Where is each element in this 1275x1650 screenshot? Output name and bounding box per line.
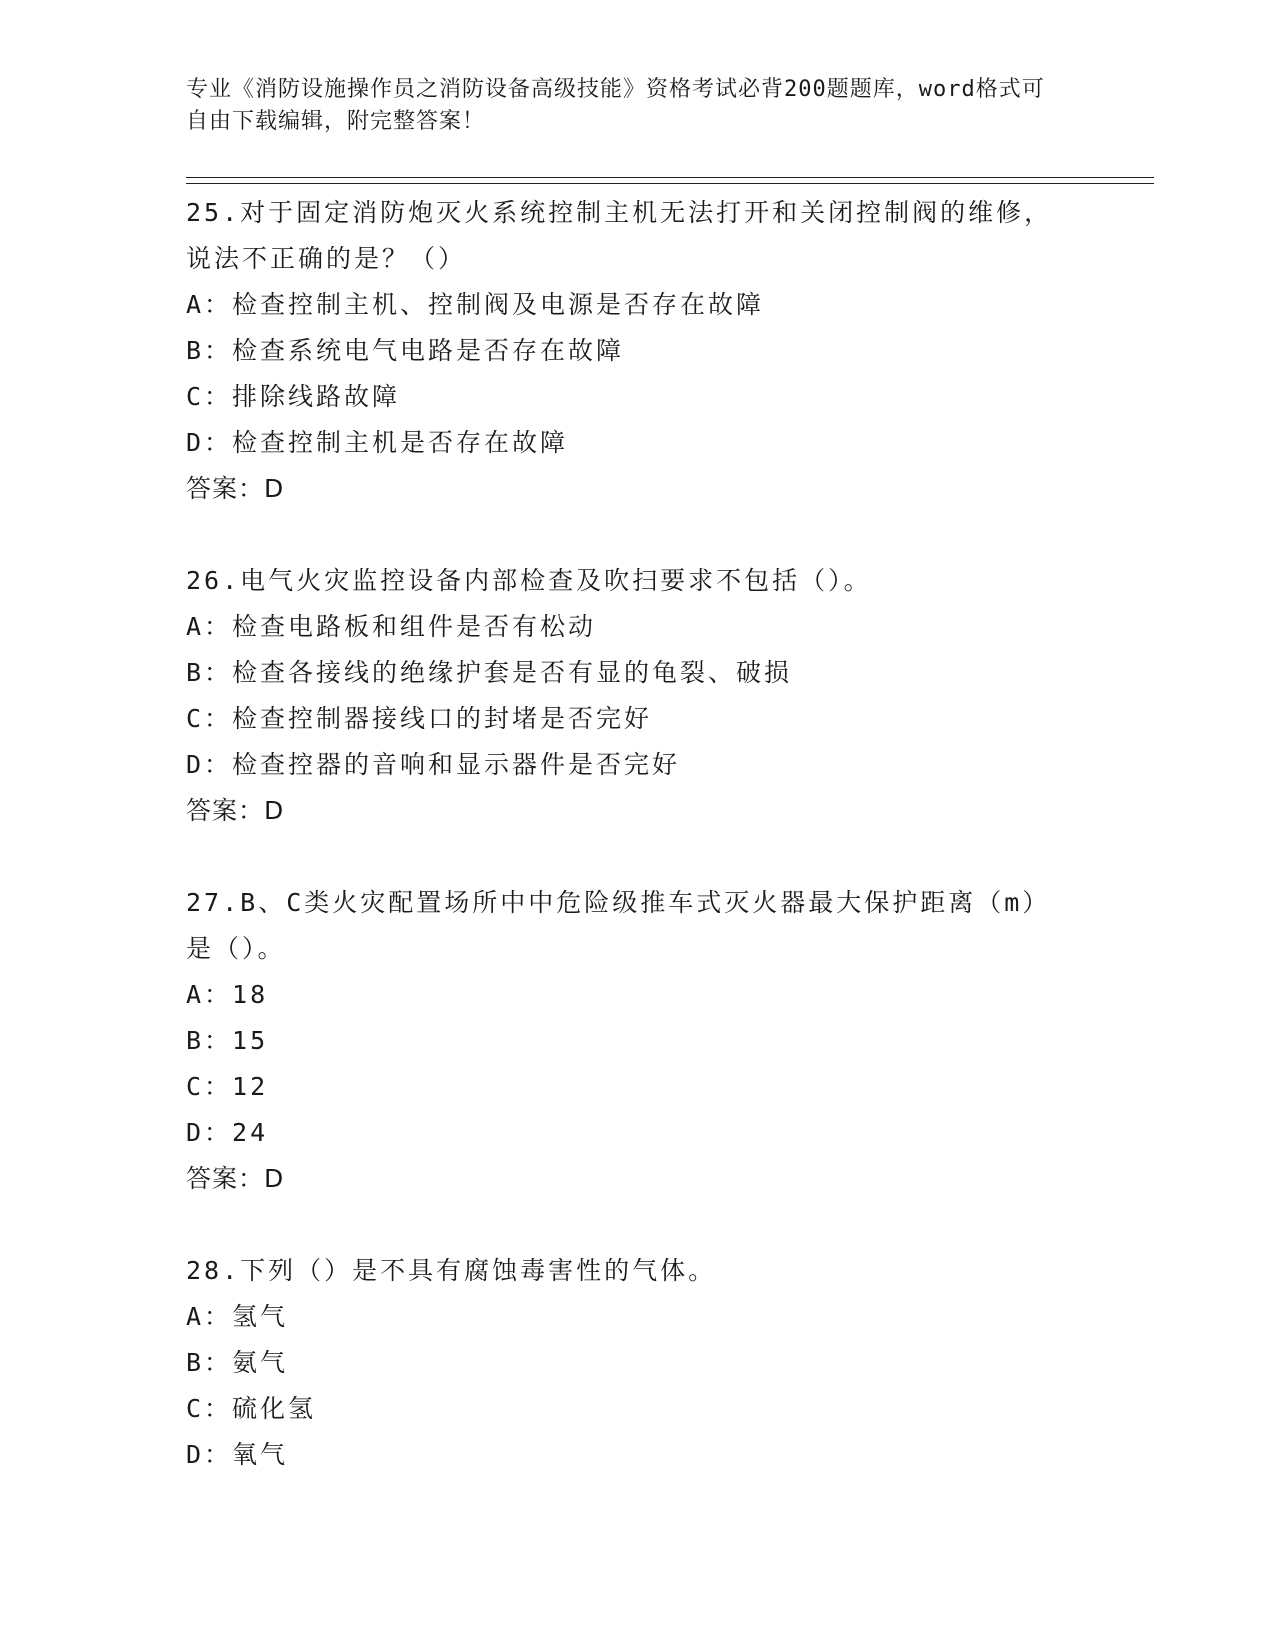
- spacer: [186, 1202, 1086, 1248]
- question-26: [186, 558, 1086, 834]
- option-b: B：15: [186, 1026, 269, 1055]
- option-c: C：排除线路故障: [186, 382, 401, 411]
- option-a: A：氢气: [186, 1302, 289, 1331]
- option-b: B：检查各接线的绝缘护套是否有显的龟裂、破损: [186, 658, 793, 687]
- option-d: D：检查控器的音响和显示器件是否完好: [186, 750, 681, 779]
- answer-line: 答案：D: [186, 1164, 285, 1193]
- option-b: B：氨气: [186, 1348, 289, 1377]
- question-28: [186, 1248, 1086, 1478]
- question-stem: 27.B、C类火灾配置场所中中危险级推车式灭火器最大保护距离（m）是（）。: [186, 888, 1051, 963]
- question-list: [186, 190, 1086, 1478]
- option-c: C：12: [186, 1072, 269, 1101]
- question-stem: 28.下列（）是不具有腐蚀毒害性的气体。: [186, 1256, 717, 1285]
- document-header: 专业《消防设施操作员之消防设备高级技能》资格考试必背200题题库，word格式可自由下载编辑，附完整答案！: [186, 77, 1045, 134]
- option-c: C：检查控制器接线口的封堵是否完好: [186, 704, 653, 733]
- header-divider-bottom: [186, 183, 1154, 184]
- answer-line: 答案：D: [186, 796, 285, 825]
- question-stem: 25.对于固定消防炮灭火系统控制主机无法打开和关闭控制阀的维修，说法不正确的是？（）: [186, 198, 1053, 273]
- question-27: [186, 880, 1086, 1202]
- spacer: [186, 834, 1086, 880]
- option-d: D：24: [186, 1118, 269, 1147]
- option-c: C：硫化氢: [186, 1394, 317, 1423]
- option-a: A：18: [186, 980, 269, 1009]
- question-25: [186, 190, 1086, 512]
- header-divider-top: [186, 177, 1154, 178]
- answer-line: 答案：D: [186, 474, 285, 503]
- question-stem: 26.电气火灾监控设备内部检查及吹扫要求不包括（）。: [186, 566, 872, 595]
- option-a: A：检查电路板和组件是否有松动: [186, 612, 597, 641]
- option-d: D：检查控制主机是否存在故障: [186, 428, 569, 457]
- spacer: [186, 512, 1086, 558]
- option-a: A：检查控制主机、控制阀及电源是否存在故障: [186, 290, 765, 319]
- option-b: B：检查系统电气电路是否存在故障: [186, 336, 625, 365]
- option-d: D：氧气: [186, 1440, 289, 1469]
